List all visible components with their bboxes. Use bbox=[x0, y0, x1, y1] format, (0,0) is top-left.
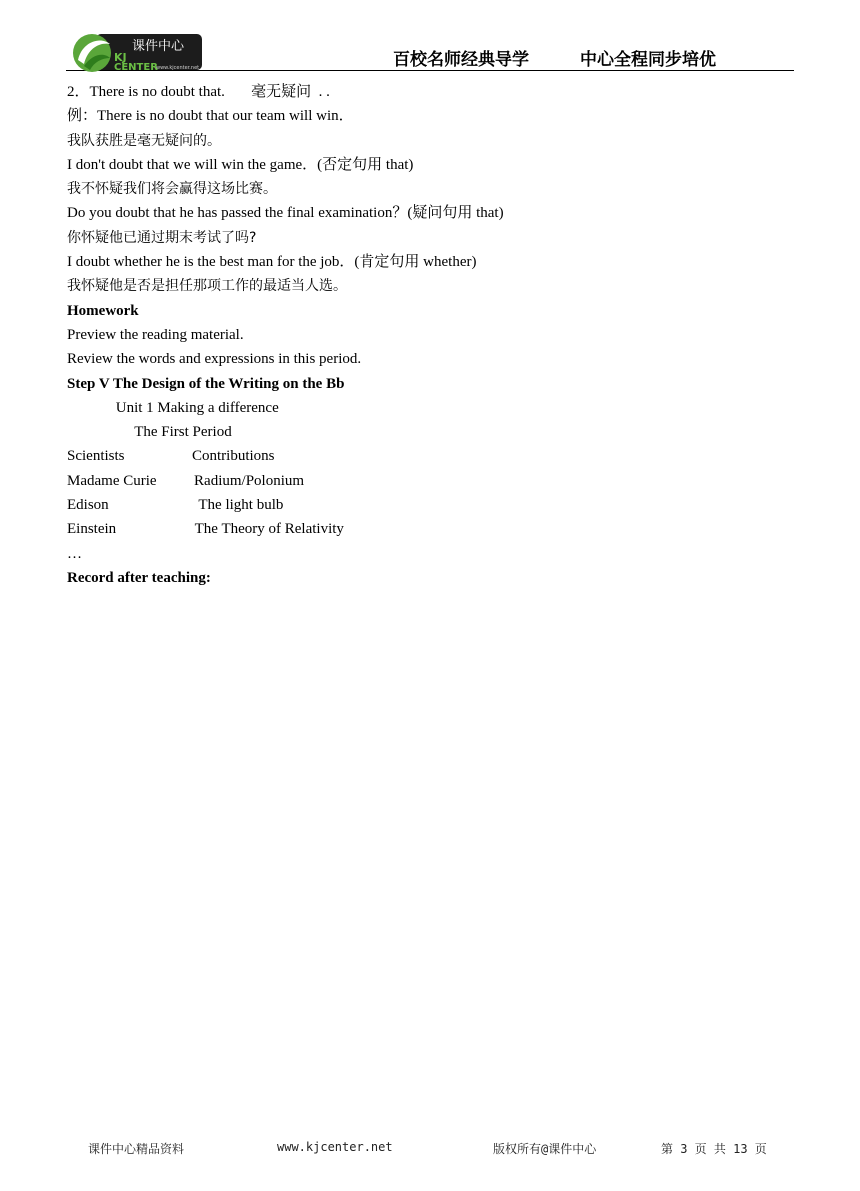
table-header-row: Scientists Contributions bbox=[67, 448, 275, 465]
header-title-right: 中心全程同步培优 bbox=[580, 50, 716, 70]
body-line: Preview the reading material. bbox=[67, 326, 244, 343]
section-heading-homework: Homework bbox=[67, 302, 139, 319]
body-line: I don't doubt that we will win the game．(否定句用 that) bbox=[67, 156, 414, 173]
body-line: 我队获胜是毫无疑问的。 bbox=[67, 132, 221, 149]
table-row: Edison The light bulb bbox=[67, 497, 284, 514]
board-subtitle: The First Period bbox=[67, 424, 232, 441]
document-body bbox=[67, 80, 787, 590]
table-row: Madame Curie Radium/Polonium bbox=[67, 472, 305, 489]
footer-left: 课件中心精品资料 bbox=[88, 1142, 185, 1156]
body-line: 我不怀疑我们将会赢得这场比赛。 bbox=[67, 181, 277, 198]
svg-text:KJ: KJ bbox=[114, 51, 127, 64]
footer-copyright: 版权所有@课件中心 bbox=[493, 1142, 597, 1156]
body-line: I doubt whether he is the best man for the job．(肯定句用 whether) bbox=[67, 254, 477, 271]
svg-text:CENTER: CENTER bbox=[114, 62, 158, 72]
body-line: 例：There is no doubt that our team will win． bbox=[67, 108, 354, 125]
body-line: Review the words and expressions in this period. bbox=[67, 351, 362, 368]
ellipsis-line: … bbox=[67, 545, 82, 562]
footer-url: www.kjcenter.net bbox=[277, 1140, 393, 1154]
kjcenter-logo bbox=[70, 32, 205, 72]
svg-text:www.kjcenter.net: www.kjcenter.net bbox=[156, 65, 200, 71]
body-line: 我怀疑他是否是担任那项工作的最适当人选。 bbox=[67, 278, 347, 295]
board-title: Unit 1 Making a difference bbox=[67, 399, 279, 416]
footer-page-number: 第 3 页 共 13 页 bbox=[661, 1142, 767, 1156]
header-title-left: 百校名师经典导学 bbox=[393, 50, 529, 70]
table-row: Einstein The Theory of Relativity bbox=[67, 521, 344, 538]
body-line: 你怀疑他已通过期末考试了吗? bbox=[67, 229, 257, 246]
svg-text:课件中心: 课件中心 bbox=[132, 39, 185, 54]
section-heading-record: Record after teaching: bbox=[67, 569, 211, 586]
section-heading-step-v: Step V The Design of the Writing on the Bb bbox=[67, 375, 345, 392]
body-line: 2．There is no doubt that. 毫无疑问 . . bbox=[67, 84, 330, 100]
body-line: Do you doubt that he has passed the final examination？(疑问句用 that) bbox=[67, 205, 504, 222]
page-header bbox=[66, 30, 794, 71]
